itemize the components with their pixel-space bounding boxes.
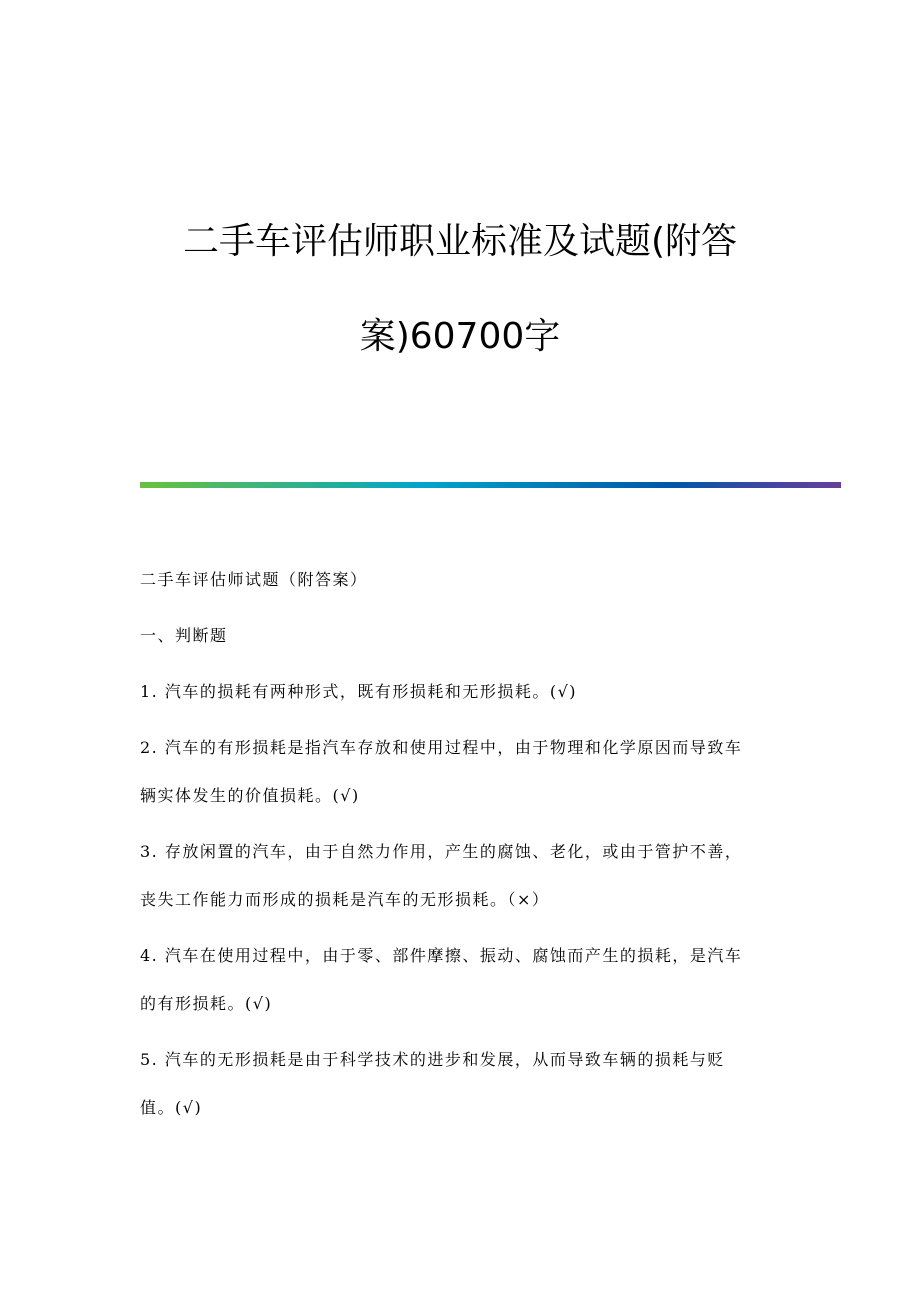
question-line: 4. 汽车在使用过程中，由于零、部件摩擦、振动、腐蚀而产生的损耗，是汽车	[140, 946, 743, 965]
subtitle: 二手车评估师试题（附答案）	[140, 570, 368, 589]
gradient-divider	[140, 482, 841, 488]
question-line: 3. 存放闲置的汽车，由于自然力作用，产生的腐蚀、老化，或由于管护不善，	[140, 842, 743, 861]
question-line: 5. 汽车的无形损耗是由于科学技术的进步和发展，从而导致车辆的损耗与贬	[140, 1050, 725, 1069]
question-line: 丧失工作能力而形成的损耗是汽车的无形损耗。（×）	[140, 890, 550, 909]
document-title-line-1: 二手车评估师职业标准及试题(附答	[182, 221, 738, 262]
question-line: 2. 汽车的有形损耗是指汽车存放和使用过程中，由于物理和化学原因而导致车	[140, 738, 743, 757]
question-line: 辆实体发生的价值损耗。(√)	[140, 786, 360, 805]
section-heading: 一、判断题	[140, 626, 228, 645]
question-line: 值。(√)	[140, 1098, 203, 1117]
document-title-line-2: 案)60700字	[359, 316, 561, 357]
question-line: 1. 汽车的损耗有两种形式，既有形损耗和无形损耗。(√)	[140, 682, 578, 701]
question-line: 的有形损耗。(√)	[140, 994, 273, 1013]
